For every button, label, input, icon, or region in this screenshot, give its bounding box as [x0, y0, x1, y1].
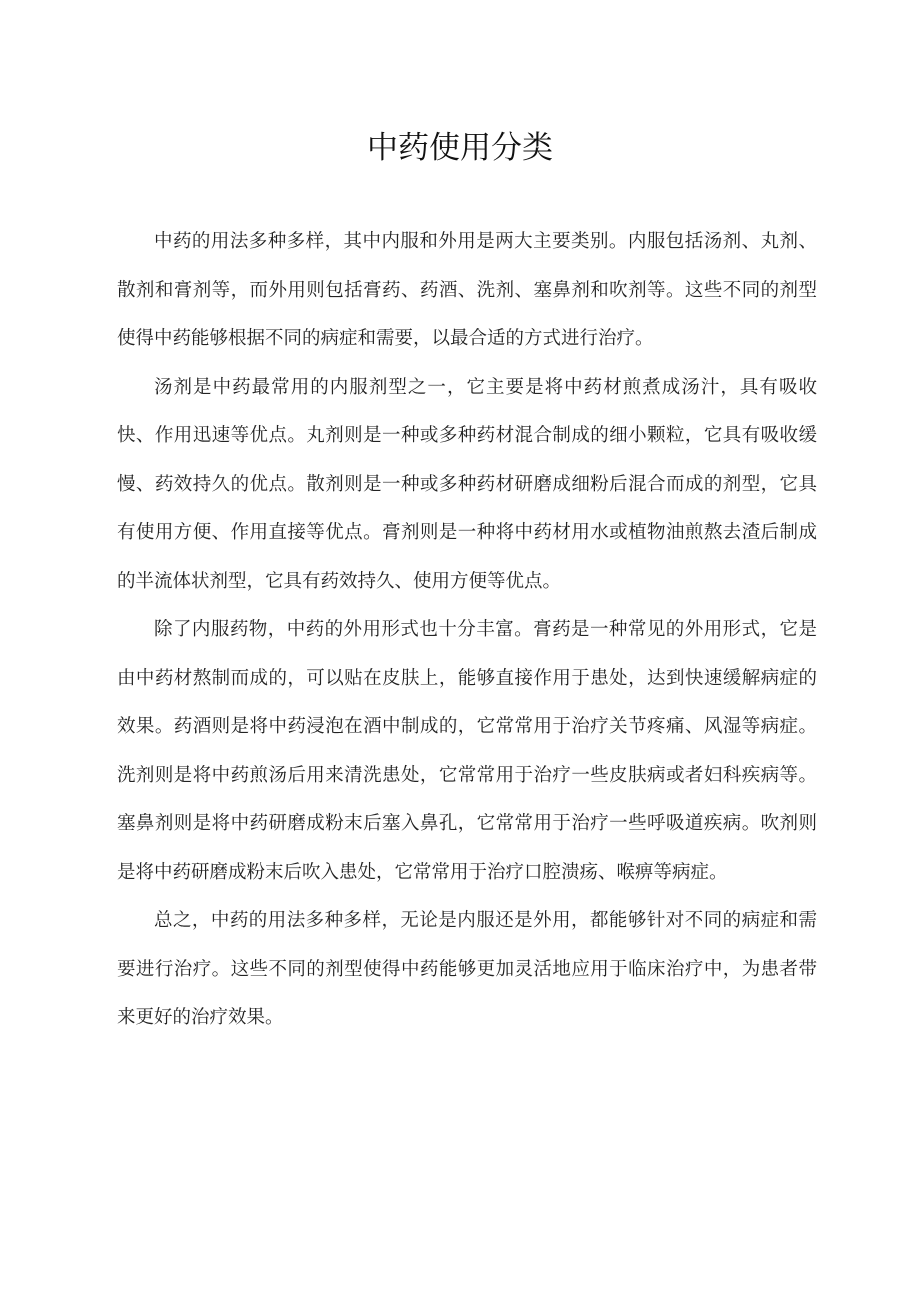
paragraph-external-forms: 除了内服药物，中药的外用形式也十分丰富。膏药是一种常见的外用形式，它是由中药材熬制而成的，可以贴在皮肤上，能够直接作用于患处，达到快速缓解病症的效果。药酒则是将中药浸泡在酒中制成的，它常常用于治疗关节疼痛、风湿等病症。洗剂则是将中药煎汤后用来清洗患处，它常常用于治疗一些皮肤病或者妇科疾病等。塞鼻剂则是将中药研磨成粉末后塞入鼻孔，它常常用于治疗一些呼吸道疾病。吹剂则是将中药研磨成粉末后吹入患处，它常常用于治疗口腔溃疡、喉痹等病症。 — [117, 619, 817, 883]
paragraph-intro: 中药的用法多种多样，其中内服和外用是两大主要类别。内服包括汤剂、丸剂、散剂和膏剂等，而外用则包括膏药、药酒、洗剂、塞鼻剂和吹剂等。这些不同的剂型使得中药能够根据不同的病症和需要，以最合适的方式进行治疗。 — [117, 231, 817, 349]
paragraph-internal-forms: 汤剂是中药最常用的内服剂型之一，它主要是将中药材煎煮成汤汁，具有吸收快、作用迅速等优点。丸剂则是一种或多种药材混合制成的细小颗粒，它具有吸收缓慢、药效持久的优点。散剂则是一种或多种药材研磨成细粉后混合而成的剂型，它具有使用方便、作用直接等优点。膏剂则是一种将中药材用水或植物油煎熬去渣后制成的半流体状剂型，它具有药效持久、使用方便等优点。 — [117, 376, 817, 592]
document-title: 中药使用分类 — [367, 130, 553, 166]
document-body — [117, 218, 817, 1043]
paragraph-conclusion: 总之，中药的用法多种多样，无论是内服还是外用，都能够针对不同的病症和需要进行治疗。这些不同的剂型使得中药能够更加灵活地应用于临床治疗中，为患者带来更好的治疗效果。 — [117, 910, 817, 1028]
